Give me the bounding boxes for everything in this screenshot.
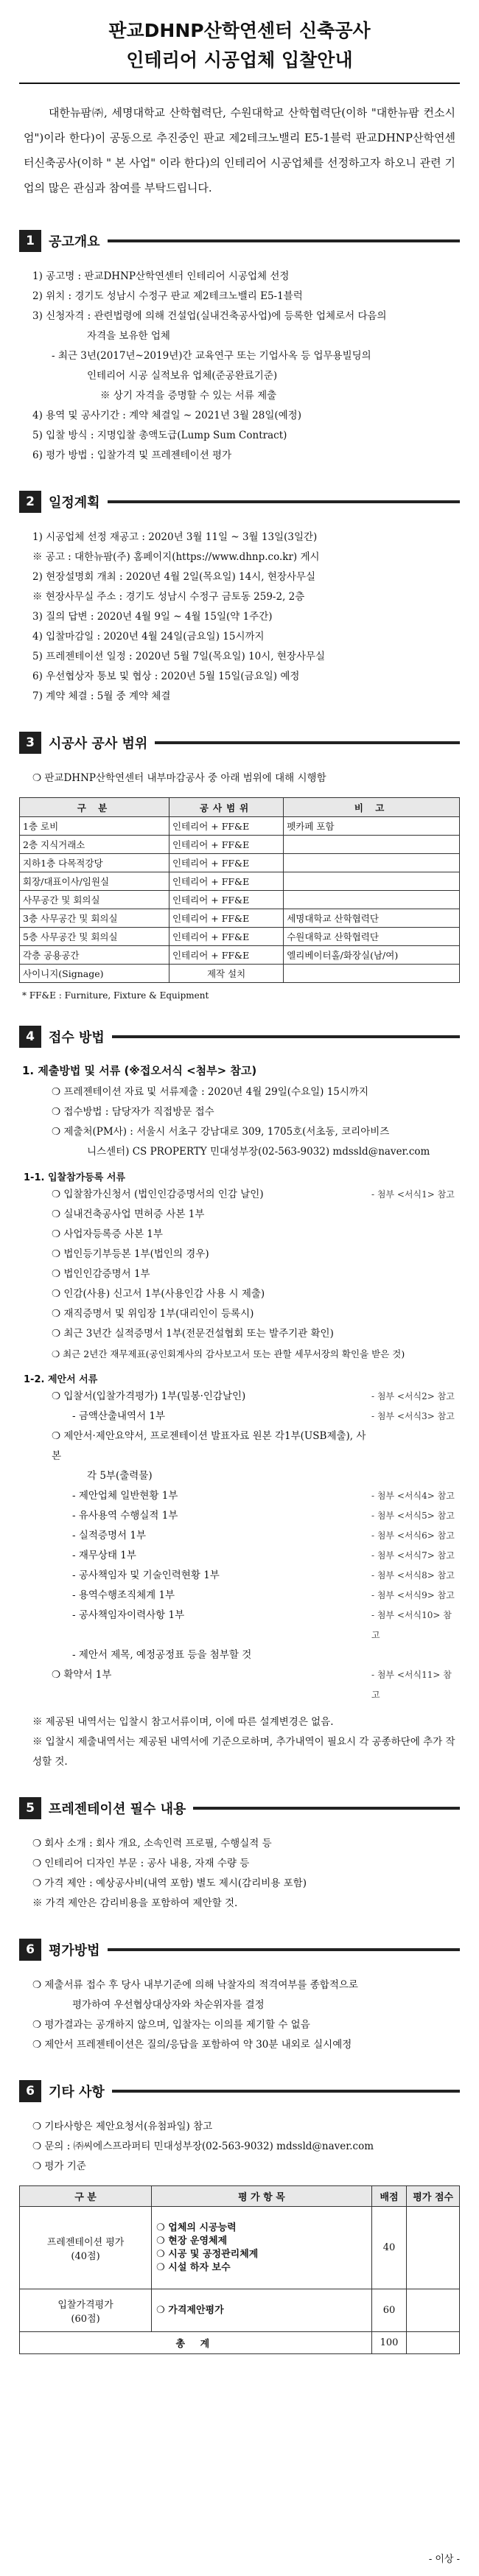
- section-title: 시공사 공사 범위: [49, 736, 148, 752]
- list-item: - 공사책임자 및 기술인력현황 1부 - 첨부 <서식8> 참고: [72, 1569, 455, 1581]
- table-cell: [407, 2289, 460, 2332]
- table-cell: [284, 836, 460, 854]
- section-title: 공고개요: [49, 234, 100, 250]
- list-item: ❍ 최근 2년간 재무제표(공인회계사의 감사보고서 또는 관할 세무서장의 확인을 받은 것): [52, 1348, 405, 1359]
- list-item: ❍ 접수방법 : 담당자가 직접방문 접수: [52, 1106, 214, 1118]
- list-item: 평가하여 우선협상대상자와 차순위자를 결정: [72, 1999, 265, 2011]
- section-header-1: [19, 230, 460, 252]
- table-header: 비 고: [284, 798, 460, 817]
- table-row: [20, 909, 460, 928]
- table-row: [20, 836, 460, 854]
- list-item: ❍ 법인인감증명서 1부: [52, 1268, 150, 1280]
- subsection-heading: 1-2. 제안서 서류: [24, 1374, 98, 1385]
- list-item: - 최근 3년(2017년~2019년)간 교육연구 또는 기업사옥 등 업무용빌딩의: [52, 350, 371, 362]
- list-item: ❍ 문의 : ㈜씨에스프라퍼티 민대성부장(02-563-9032) mdssld@naver.com: [32, 2141, 374, 2152]
- section-title: 접수 방법: [49, 1030, 105, 1046]
- table-header: 공사범위: [169, 798, 283, 817]
- criterion: ❍ 현장 운영체제: [156, 2235, 228, 2247]
- table-row: [20, 854, 460, 872]
- list-item: ❍ 가격 제안 : 예상공사비(내역 포함) 별도 제시(감리비용 포함): [32, 1877, 307, 1889]
- list-item: ❍ 확약서 1부 - 첨부 <서식11> 참고: [52, 1669, 452, 1700]
- scope-intro: [19, 769, 460, 788]
- table-row: [20, 2289, 460, 2332]
- list-item: ❍ 입찰서(입찰가격평가) 1부(밀봉·인감날인) - 첨부 <서식2> 참고: [52, 1390, 455, 1402]
- table-cell: 인테리어 + FF&E: [169, 872, 283, 891]
- criterion: ❍ 시설 하자 보수: [156, 2261, 231, 2273]
- section-number: 3: [19, 732, 41, 754]
- section-number: 6: [19, 1939, 41, 1961]
- table-cell: [152, 2289, 372, 2332]
- table-cell: 인테리어 + FF&E: [169, 909, 283, 928]
- evaluation-list: [19, 1975, 460, 2055]
- table-cell: 회장/대표이사/임원실: [20, 872, 169, 891]
- table-header: 평 가 항 목: [152, 2186, 372, 2207]
- list-item: 2) 현장설명회 개최 : 2020년 4월 2일(목요일) 14시, 현장사무실: [32, 571, 316, 583]
- title-line-2: 인테리어 시공업체 입찰안내: [126, 49, 353, 71]
- table-cell: 제작 설치: [169, 965, 283, 983]
- list-item: - 실적증명서 1부 - 첨부 <서식6> 참고: [72, 1530, 455, 1541]
- section-title: 평가방법: [49, 1943, 100, 1959]
- title-line-1: 판교DHNP산학연센터 신축공사: [108, 20, 371, 41]
- list-item: - 제안업체 일반현황 1부 - 첨부 <서식4> 참고: [72, 1490, 455, 1502]
- list-item: ※ 공고 : 대한뉴팜(주) 홈페이지(https://www.dhnp.co.kr) 게시: [32, 551, 320, 563]
- table-cell: 각층 공용공간: [20, 946, 169, 965]
- section-title: 프레젠테이션 필수 내용: [49, 1802, 186, 1817]
- list-item: 각 5부(출력물): [87, 1470, 153, 1482]
- submission-list: [19, 1082, 460, 1162]
- list-item: - 금액산출내역서 1부 - 첨부 <서식3> 참고: [72, 1410, 455, 1422]
- list-item: ❍ 프레젠테이션 자료 및 서류제출 : 2020년 4월 29일(수요일) 15시까지: [52, 1086, 369, 1098]
- table-cell: 2층 지식거래소: [20, 836, 169, 854]
- table-cell: 프레젠테이션 평가 (40점): [20, 2207, 152, 2289]
- table-cell: 입찰가격평가 (60점): [20, 2289, 152, 2332]
- list-item: 1) 공고명 : 판교DHNP산학연센터 인테리어 시공업체 선정: [32, 270, 290, 282]
- section-header-6: [19, 1939, 460, 1961]
- table-header: 평가 점수: [407, 2186, 460, 2207]
- list-item: ※ 현장사무실 주소 : 경기도 성남시 수정구 금토동 259-2, 2층: [32, 591, 305, 603]
- list-item: - 용역수행조직체계 1부 - 첨부 <서식9> 참고: [72, 1589, 455, 1601]
- table-cell: 총 계: [20, 2332, 372, 2354]
- criterion: ❍ 업체의 시공능력: [156, 2222, 237, 2233]
- list-item: ❍ 기타사항은 제안요청서(유첨파일) 참고: [32, 2121, 213, 2132]
- list-item: 5) 프레젠테이션 일정 : 2020년 5월 7일(목요일) 10시, 현장사무실: [32, 651, 326, 662]
- section-number: 4: [19, 1026, 41, 1048]
- section-rule: [108, 500, 460, 503]
- list-item: ※ 상기 자격을 증명할 수 있는 서류 제출: [100, 390, 277, 402]
- table-cell: 인테리어 + FF&E: [169, 836, 283, 854]
- section-rule: [112, 2090, 460, 2093]
- table-cell: 3층 사무공간 및 회의실: [20, 909, 169, 928]
- section-rule: [193, 1807, 460, 1810]
- footnote: * FF&E : Furniture, Fixture & Equipment: [22, 990, 209, 1001]
- table-cell: [407, 2207, 460, 2289]
- table-row: [20, 2207, 460, 2289]
- table-cell: 1층 로비: [20, 817, 169, 836]
- list-item: ❍ 제안서·제안요약서, 프로젠테이션 발표자료 원본 각1부(USB제출), 사본: [52, 1430, 366, 1462]
- table-cell: 엘리베이터홀/화장실(남/여): [284, 946, 460, 965]
- table-cell: 60: [371, 2289, 407, 2332]
- table-cell: 인테리어 + FF&E: [169, 928, 283, 946]
- registration-docs-list: [19, 1185, 460, 1364]
- note: ※ 입찰시 제출내역서는 제공된 내역서에 기준으로하며, 추가내역이 필요시 각 공종하단에 추가 작성할 것.: [32, 1736, 455, 1768]
- section-header-4: [19, 1026, 460, 1048]
- evaluation-criteria-table: [19, 2185, 460, 2354]
- list-item: 인테리어 시공 실적보유 업체(준공완료기준): [87, 370, 278, 382]
- table-cell: 100: [371, 2332, 407, 2354]
- table-row: [20, 2332, 460, 2354]
- list-item: 3) 신청자격 : 관련법령에 의해 건설업(실내건축공사업)에 등록한 업체로서 다음의: [32, 310, 387, 322]
- table-row: [20, 817, 460, 836]
- list-item: ❍ 인감(사용) 신고서 1부(사용인감 사용 시 제출): [52, 1288, 265, 1300]
- table-cell: [284, 854, 460, 872]
- proposal-docs-list: [19, 1387, 460, 1705]
- section-number: 5: [19, 1797, 41, 1819]
- document-title: [19, 16, 460, 75]
- table-row: [20, 891, 460, 909]
- list-item: 6) 평가 방법 : 입찰가격 및 프레젠테이션 평가: [32, 449, 232, 461]
- list-item: - 재무상태 1부 - 첨부 <서식7> 참고: [72, 1550, 455, 1561]
- table-header: 구 분: [20, 798, 169, 817]
- table-cell: [284, 891, 460, 909]
- list-item: ❍ 제출서류 접수 후 당사 내부기준에 의해 낙찰자의 적격여부를 종합적으로: [32, 1979, 358, 1991]
- list-item: ❍ 사업자등록증 사본 1부: [52, 1228, 163, 1240]
- table-cell: 인테리어 + FF&E: [169, 817, 283, 836]
- section-title: 기타 사항: [49, 2085, 105, 2100]
- section-number: 6: [19, 2080, 41, 2102]
- list-item: ❍ 인테리어 디자인 부문 : 공사 내용, 자재 수량 등: [32, 1858, 250, 1869]
- list-item: - 제안서 제목, 예정공정표 등을 첨부할 것: [72, 1649, 252, 1661]
- table-cell: 수원대학교 산학협력단: [284, 928, 460, 946]
- section-header-2: [19, 491, 460, 513]
- list-item: - 공사책임자이력사항 1부 - 첨부 <서식10> 참고: [72, 1609, 452, 1640]
- section-number: 2: [19, 491, 41, 513]
- list-item: 4) 입찰마감일 : 2020년 4월 24일(금요일) 15시까지: [32, 631, 265, 643]
- table-cell: 인테리어 + FF&E: [169, 946, 283, 965]
- table-cell: [284, 965, 460, 983]
- section-title: 일정계획: [49, 495, 100, 511]
- table-row: [20, 965, 460, 983]
- table-cell: [407, 2332, 460, 2354]
- table-header: 구 분: [20, 2186, 152, 2207]
- section-header-3: [19, 732, 460, 754]
- table-cell: [152, 2207, 372, 2289]
- list-item: ❍ 실내건축공사업 면허증 사본 1부: [52, 1208, 205, 1220]
- list-item: 3) 질의 답변 : 2020년 4월 9일 ~ 4월 15일(약 1주간): [32, 611, 273, 623]
- list-item: 4) 용역 및 공사기간 : 계약 체결일 ~ 2021년 3월 28일(예정): [32, 410, 301, 421]
- section-rule: [155, 741, 460, 744]
- list-item: ❍ 회사 소개 : 회사 개요, 소속인력 프로필, 수행실적 등: [32, 1838, 272, 1849]
- subsection-heading: 1. 제출방법 및 서류 (※접오서식 <첨부> 참고): [22, 1064, 257, 1077]
- list-item: 니스센터) CS PROPERTY 민대성부장(02-563-9032) mdssld@naver.com: [87, 1146, 430, 1158]
- list-item: 6) 우선협상자 통보 및 협상 : 2020년 5월 15일(금요일) 예정: [32, 671, 300, 682]
- table-cell: [284, 872, 460, 891]
- document-end-mark: - 이상 -: [428, 2554, 460, 2565]
- table-header-row: [20, 2186, 460, 2207]
- list-item: ※ 가격 제안은 감리비용을 포함하여 제안할 것.: [32, 1897, 238, 1909]
- table-row: [20, 872, 460, 891]
- table-row: [20, 946, 460, 965]
- list-item: 5) 입찰 방식 : 지명입찰 총액도급(Lump Sum Contract): [32, 430, 287, 441]
- section-number: 1: [19, 230, 41, 252]
- scope-table: [19, 797, 460, 983]
- table-cell: 세명대학교 산학협력단: [284, 909, 460, 928]
- table-row: [20, 928, 460, 946]
- table-cell: 사이니지(Signage): [20, 965, 169, 983]
- intro-paragraph: 대한뉴팜㈜, 세명대학교 산학협력단, 수원대학교 산학협력단(이하 "대한뉴팜 컨소시엄")이라 한다)이 공동으로 추진중인 판교 제2테크노밸리 E5-1블럭 판교DHNP산학연센터신축공사(이하 " 본 사업" 이라 한다)의 인테리어 시공업체를 선정하고자 하오니 관련 기업의 많은 관심과 참여를 부탁드립니다.: [24, 106, 455, 195]
- table-cell: 인테리어 + FF&E: [169, 891, 283, 909]
- list-item: ❍ 재직증명서 및 위임장 1부(대리인이 등록시): [52, 1308, 254, 1320]
- section-rule: [108, 1948, 460, 1951]
- notes: [19, 1712, 460, 1772]
- table-header-row: [20, 798, 460, 817]
- overview-list: [19, 267, 460, 466]
- criterion: ❍ 가격제안평가: [156, 2304, 224, 2316]
- table-cell: 펫카페 포함: [284, 817, 460, 836]
- schedule-list: [19, 528, 460, 707]
- list-item: ❍ 제안서 프레젠테이션은 질의/응답을 포함하여 약 30분 내외로 실시예정: [32, 2039, 352, 2051]
- list-item: 7) 계약 체결 : 5월 중 계약 체결: [32, 690, 171, 702]
- table-cell: 40: [371, 2207, 407, 2289]
- table-cell: 지하1층 다목적강당: [20, 854, 169, 872]
- section-header-7: [19, 2080, 460, 2102]
- subsection-heading: 1-1. 입찰참가등록 서류: [24, 1172, 125, 1183]
- section-rule: [108, 239, 460, 242]
- table-cell: 인테리어 + FF&E: [169, 854, 283, 872]
- list-item: ❍ 법인등기부등본 1부(법인의 경우): [52, 1248, 209, 1260]
- section-header-5: [19, 1797, 460, 1819]
- list-item: ❍ 입찰참가신청서 (법인인감증명서의 인감 날인) - 첨부 <서식1> 참고: [52, 1189, 455, 1200]
- title-divider: [19, 83, 460, 84]
- list-item: 2) 위치 : 경기도 성남시 수정구 판교 제2테크노밸리 E5-1블럭: [32, 290, 303, 302]
- list-item: 자격을 보유한 업체: [87, 330, 170, 342]
- list-item: ❍ 평가 기준: [32, 2160, 86, 2172]
- list-item: ❍ 최근 3년간 실적증명서 1부(전문건설협회 또는 발주기관 확인): [52, 1328, 334, 1340]
- criterion: ❍ 시공 및 공정관리체계: [156, 2248, 259, 2260]
- table-cell: 5층 사무공간 및 회의실: [20, 928, 169, 946]
- list-item: ❍ 제출처(PM사) : 서울시 서초구 강남대로 309, 1705호(서초동, 코리아비즈: [52, 1126, 390, 1138]
- list-item: ❍ 판교DHNP산학연센터 내부마감공사 중 아래 범위에 대해 시행함: [32, 772, 326, 784]
- list-item: - 유사용역 수행실적 1부 - 첨부 <서식5> 참고: [72, 1510, 455, 1522]
- table-header: 배점: [371, 2186, 407, 2207]
- other-list: [19, 2117, 460, 2177]
- list-item: ❍ 평가결과는 공개하지 않으며, 입찰자는 이의를 제기할 수 없음: [32, 2019, 310, 2031]
- presentation-list: [19, 1834, 460, 1914]
- table-cell: 사무공간 및 회의실: [20, 891, 169, 909]
- section-rule: [112, 1035, 460, 1038]
- list-item: 1) 시공업체 선정 재공고 : 2020년 3월 11일 ~ 3월 13일(3일간): [32, 531, 318, 543]
- note: ※ 제공된 내역서는 입찰시 참고서류이며, 이에 따른 설계변경은 없음.: [32, 1716, 334, 1728]
